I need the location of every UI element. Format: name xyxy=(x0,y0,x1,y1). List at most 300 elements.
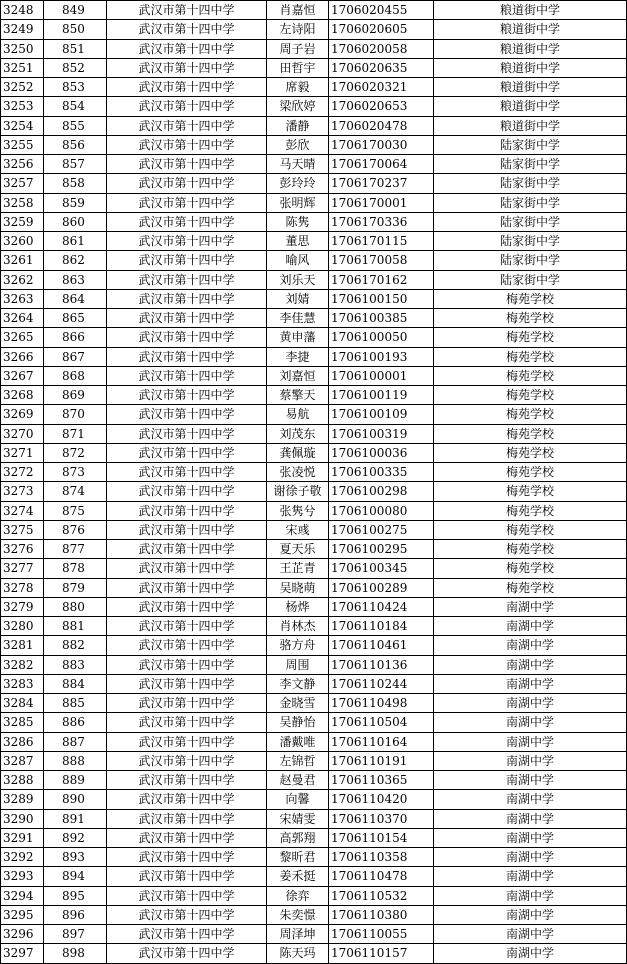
row-index-cell: 3294 xyxy=(1,886,44,905)
student-name-cell: 骆方舟 xyxy=(267,636,329,655)
row-number-cell: 876 xyxy=(44,520,107,539)
origin-school-cell: 梅苑学校 xyxy=(434,366,627,385)
student-id-cell: 1706020455 xyxy=(329,1,434,20)
student-name-cell: 刘乐天 xyxy=(267,270,329,289)
school-cell: 武汉市第十四中学 xyxy=(107,482,267,501)
origin-school-cell: 梅苑学校 xyxy=(434,559,627,578)
school-cell: 武汉市第十四中学 xyxy=(107,155,267,174)
row-index-cell: 3267 xyxy=(1,366,44,385)
row-number-cell: 898 xyxy=(44,944,107,963)
row-index-cell: 3276 xyxy=(1,540,44,559)
student-name-cell: 夏天乐 xyxy=(267,540,329,559)
row-number-cell: 887 xyxy=(44,732,107,751)
student-name-cell: 周围 xyxy=(267,655,329,674)
row-number-cell: 849 xyxy=(44,1,107,20)
table-row xyxy=(1,58,627,77)
row-index-cell: 3290 xyxy=(1,809,44,828)
school-cell: 武汉市第十四中学 xyxy=(107,848,267,867)
school-cell: 武汉市第十四中学 xyxy=(107,443,267,462)
school-cell: 武汉市第十四中学 xyxy=(107,905,267,924)
row-index-cell: 3288 xyxy=(1,771,44,790)
row-number-cell: 883 xyxy=(44,655,107,674)
row-number-cell: 858 xyxy=(44,174,107,193)
student-name-cell: 张隽兮 xyxy=(267,501,329,520)
student-name-cell: 陈隽 xyxy=(267,212,329,231)
origin-school-cell: 南湖中学 xyxy=(434,828,627,847)
student-name-cell: 左锦哲 xyxy=(267,751,329,770)
student-id-cell: 1706110055 xyxy=(329,925,434,944)
school-cell: 武汉市第十四中学 xyxy=(107,424,267,443)
origin-school-cell: 粮道街中学 xyxy=(434,39,627,58)
table-row xyxy=(1,713,627,732)
origin-school-cell: 粮道街中学 xyxy=(434,58,627,77)
student-id-cell: 1706100295 xyxy=(329,540,434,559)
row-number-cell: 872 xyxy=(44,443,107,462)
student-id-cell: 1706100298 xyxy=(329,482,434,501)
row-index-cell: 3285 xyxy=(1,713,44,732)
row-index-cell: 3296 xyxy=(1,925,44,944)
row-number-cell: 868 xyxy=(44,366,107,385)
row-number-cell: 884 xyxy=(44,674,107,693)
student-name-cell: 姜禾挺 xyxy=(267,867,329,886)
table-row xyxy=(1,636,627,655)
student-id-cell: 1706100335 xyxy=(329,463,434,482)
table-row xyxy=(1,1,627,20)
table-row xyxy=(1,347,627,366)
row-index-cell: 3297 xyxy=(1,944,44,963)
origin-school-cell: 梅苑学校 xyxy=(434,309,627,328)
origin-school-cell: 陆家街中学 xyxy=(434,251,627,270)
school-cell: 武汉市第十四中学 xyxy=(107,732,267,751)
student-name-cell: 龚佩璇 xyxy=(267,443,329,462)
school-cell: 武汉市第十四中学 xyxy=(107,78,267,97)
student-id-cell: 1706110478 xyxy=(329,867,434,886)
student-id-cell: 1706110191 xyxy=(329,751,434,770)
row-number-cell: 878 xyxy=(44,559,107,578)
row-index-cell: 3274 xyxy=(1,501,44,520)
table-row xyxy=(1,270,627,289)
student-name-cell: 杨烨 xyxy=(267,597,329,616)
student-id-cell: 1706110365 xyxy=(329,771,434,790)
row-index-cell: 3283 xyxy=(1,674,44,693)
table-row xyxy=(1,540,627,559)
row-number-cell: 889 xyxy=(44,771,107,790)
row-index-cell: 3248 xyxy=(1,1,44,20)
row-index-cell: 3256 xyxy=(1,155,44,174)
student-name-cell: 吴晓萌 xyxy=(267,578,329,597)
student-name-cell: 易航 xyxy=(267,405,329,424)
origin-school-cell: 粮道街中学 xyxy=(434,1,627,20)
student-name-cell: 陈天玛 xyxy=(267,944,329,963)
student-id-cell: 1706170115 xyxy=(329,232,434,251)
table-row xyxy=(1,212,627,231)
row-index-cell: 3264 xyxy=(1,309,44,328)
table-row xyxy=(1,886,627,905)
origin-school-cell: 梅苑学校 xyxy=(434,501,627,520)
origin-school-cell: 陆家街中学 xyxy=(434,174,627,193)
row-number-cell: 852 xyxy=(44,58,107,77)
student-name-cell: 肖嘉恒 xyxy=(267,1,329,20)
student-id-cell: 1706020321 xyxy=(329,78,434,97)
row-index-cell: 3252 xyxy=(1,78,44,97)
origin-school-cell: 梅苑学校 xyxy=(434,443,627,462)
school-cell: 武汉市第十四中学 xyxy=(107,867,267,886)
row-number-cell: 879 xyxy=(44,578,107,597)
origin-school-cell: 陆家街中学 xyxy=(434,193,627,212)
row-index-cell: 3295 xyxy=(1,905,44,924)
school-cell: 武汉市第十四中学 xyxy=(107,328,267,347)
school-cell: 武汉市第十四中学 xyxy=(107,386,267,405)
table-row xyxy=(1,193,627,212)
student-id-cell: 1706100050 xyxy=(329,328,434,347)
school-cell: 武汉市第十四中学 xyxy=(107,694,267,713)
school-cell: 武汉市第十四中学 xyxy=(107,520,267,539)
student-name-cell: 刘婧 xyxy=(267,289,329,308)
row-number-cell: 888 xyxy=(44,751,107,770)
school-cell: 武汉市第十四中学 xyxy=(107,20,267,39)
row-index-cell: 3278 xyxy=(1,578,44,597)
origin-school-cell: 南湖中学 xyxy=(434,732,627,751)
row-number-cell: 870 xyxy=(44,405,107,424)
row-number-cell: 855 xyxy=(44,116,107,135)
student-name-cell: 向馨 xyxy=(267,790,329,809)
row-index-cell: 3258 xyxy=(1,193,44,212)
school-cell: 武汉市第十四中学 xyxy=(107,347,267,366)
student-id-cell: 1706020605 xyxy=(329,20,434,39)
student-id-cell: 1706110370 xyxy=(329,809,434,828)
row-index-cell: 3280 xyxy=(1,617,44,636)
student-name-cell: 谢徐子敬 xyxy=(267,482,329,501)
student-id-cell: 1706020635 xyxy=(329,58,434,77)
row-index-cell: 3259 xyxy=(1,212,44,231)
origin-school-cell: 南湖中学 xyxy=(434,867,627,886)
table-row xyxy=(1,405,627,424)
row-index-cell: 3282 xyxy=(1,655,44,674)
row-number-cell: 882 xyxy=(44,636,107,655)
row-number-cell: 859 xyxy=(44,193,107,212)
origin-school-cell: 南湖中学 xyxy=(434,597,627,616)
row-number-cell: 854 xyxy=(44,97,107,116)
row-number-cell: 885 xyxy=(44,694,107,713)
row-number-cell: 850 xyxy=(44,20,107,39)
table-row xyxy=(1,674,627,693)
origin-school-cell: 粮道街中学 xyxy=(434,97,627,116)
student-name-cell: 田哲宇 xyxy=(267,58,329,77)
school-cell: 武汉市第十四中学 xyxy=(107,790,267,809)
row-number-cell: 895 xyxy=(44,886,107,905)
row-index-cell: 3291 xyxy=(1,828,44,847)
row-index-cell: 3272 xyxy=(1,463,44,482)
student-name-cell: 金晓雪 xyxy=(267,694,329,713)
origin-school-cell: 梅苑学校 xyxy=(434,520,627,539)
table-row xyxy=(1,39,627,58)
row-index-cell: 3253 xyxy=(1,97,44,116)
row-number-cell: 881 xyxy=(44,617,107,636)
origin-school-cell: 陆家街中学 xyxy=(434,135,627,154)
origin-school-cell: 陆家街中学 xyxy=(434,212,627,231)
student-name-cell: 喻风 xyxy=(267,251,329,270)
row-index-cell: 3261 xyxy=(1,251,44,270)
student-name-cell: 彭玲玲 xyxy=(267,174,329,193)
student-name-cell: 蔡擎天 xyxy=(267,386,329,405)
row-number-cell: 853 xyxy=(44,78,107,97)
origin-school-cell: 南湖中学 xyxy=(434,713,627,732)
student-name-cell: 刘茂东 xyxy=(267,424,329,443)
student-name-cell: 董思 xyxy=(267,232,329,251)
student-name-cell: 赵曼君 xyxy=(267,771,329,790)
table-row xyxy=(1,174,627,193)
table-row xyxy=(1,443,627,462)
student-id-cell: 1706110461 xyxy=(329,636,434,655)
student-name-cell: 黎昕君 xyxy=(267,848,329,867)
row-index-cell: 3279 xyxy=(1,597,44,616)
table-row xyxy=(1,597,627,616)
row-number-cell: 886 xyxy=(44,713,107,732)
origin-school-cell: 梅苑学校 xyxy=(434,386,627,405)
student-name-cell: 李佳慧 xyxy=(267,309,329,328)
school-cell: 武汉市第十四中学 xyxy=(107,174,267,193)
student-name-cell: 李文静 xyxy=(267,674,329,693)
origin-school-cell: 南湖中学 xyxy=(434,925,627,944)
origin-school-cell: 梅苑学校 xyxy=(434,540,627,559)
origin-school-cell: 粮道街中学 xyxy=(434,78,627,97)
student-id-cell: 1706020478 xyxy=(329,116,434,135)
row-number-cell: 861 xyxy=(44,232,107,251)
student-id-cell: 1706100080 xyxy=(329,501,434,520)
student-name-cell: 王芷青 xyxy=(267,559,329,578)
student-name-cell: 周泽坤 xyxy=(267,925,329,944)
student-name-cell: 吴静怡 xyxy=(267,713,329,732)
student-name-cell: 周子岩 xyxy=(267,39,329,58)
school-cell: 武汉市第十四中学 xyxy=(107,944,267,963)
school-cell: 武汉市第十四中学 xyxy=(107,559,267,578)
table-row xyxy=(1,828,627,847)
origin-school-cell: 粮道街中学 xyxy=(434,20,627,39)
origin-school-cell: 梅苑学校 xyxy=(434,463,627,482)
student-name-cell: 朱奕憬 xyxy=(267,905,329,924)
school-cell: 武汉市第十四中学 xyxy=(107,270,267,289)
row-number-cell: 865 xyxy=(44,309,107,328)
student-id-cell: 1706020058 xyxy=(329,39,434,58)
table-row xyxy=(1,925,627,944)
origin-school-cell: 粮道街中学 xyxy=(434,116,627,135)
school-cell: 武汉市第十四中学 xyxy=(107,828,267,847)
origin-school-cell: 南湖中学 xyxy=(434,771,627,790)
table-row xyxy=(1,309,627,328)
origin-school-cell: 梅苑学校 xyxy=(434,578,627,597)
row-index-cell: 3271 xyxy=(1,443,44,462)
row-number-cell: 880 xyxy=(44,597,107,616)
student-name-cell: 席毅 xyxy=(267,78,329,97)
student-name-cell: 张凌悦 xyxy=(267,463,329,482)
origin-school-cell: 梅苑学校 xyxy=(434,289,627,308)
student-id-cell: 1706020653 xyxy=(329,97,434,116)
school-cell: 武汉市第十四中学 xyxy=(107,540,267,559)
table-row xyxy=(1,790,627,809)
row-index-cell: 3251 xyxy=(1,58,44,77)
origin-school-cell: 梅苑学校 xyxy=(434,424,627,443)
student-id-cell: 1706100193 xyxy=(329,347,434,366)
row-index-cell: 3254 xyxy=(1,116,44,135)
student-id-cell: 1706110498 xyxy=(329,694,434,713)
student-id-cell: 1706110504 xyxy=(329,713,434,732)
table-row xyxy=(1,944,627,963)
table-row xyxy=(1,520,627,539)
student-id-cell: 1706110420 xyxy=(329,790,434,809)
row-number-cell: 892 xyxy=(44,828,107,847)
row-index-cell: 3255 xyxy=(1,135,44,154)
origin-school-cell: 陆家街中学 xyxy=(434,232,627,251)
table-row xyxy=(1,424,627,443)
student-id-cell: 1706100275 xyxy=(329,520,434,539)
school-cell: 武汉市第十四中学 xyxy=(107,771,267,790)
origin-school-cell: 南湖中学 xyxy=(434,655,627,674)
row-number-cell: 867 xyxy=(44,347,107,366)
origin-school-cell: 南湖中学 xyxy=(434,809,627,828)
origin-school-cell: 陆家街中学 xyxy=(434,270,627,289)
origin-school-cell: 南湖中学 xyxy=(434,674,627,693)
school-cell: 武汉市第十四中学 xyxy=(107,232,267,251)
school-cell: 武汉市第十四中学 xyxy=(107,463,267,482)
row-index-cell: 3266 xyxy=(1,347,44,366)
row-number-cell: 897 xyxy=(44,925,107,944)
table-row xyxy=(1,116,627,135)
row-index-cell: 3249 xyxy=(1,20,44,39)
school-cell: 武汉市第十四中学 xyxy=(107,405,267,424)
school-cell: 武汉市第十四中学 xyxy=(107,251,267,270)
student-id-cell: 1706100109 xyxy=(329,405,434,424)
student-name-cell: 潘静 xyxy=(267,116,329,135)
row-index-cell: 3269 xyxy=(1,405,44,424)
student-name-cell: 张明辉 xyxy=(267,193,329,212)
student-name-cell: 宋婧雯 xyxy=(267,809,329,828)
table-row xyxy=(1,97,627,116)
student-name-cell: 黄申藩 xyxy=(267,328,329,347)
row-index-cell: 3257 xyxy=(1,174,44,193)
row-index-cell: 3287 xyxy=(1,751,44,770)
school-cell: 武汉市第十四中学 xyxy=(107,655,267,674)
student-id-cell: 1706110244 xyxy=(329,674,434,693)
origin-school-cell: 梅苑学校 xyxy=(434,347,627,366)
origin-school-cell: 南湖中学 xyxy=(434,636,627,655)
row-number-cell: 864 xyxy=(44,289,107,308)
student-id-cell: 1706100345 xyxy=(329,559,434,578)
school-cell: 武汉市第十四中学 xyxy=(107,116,267,135)
school-cell: 武汉市第十四中学 xyxy=(107,597,267,616)
school-cell: 武汉市第十四中学 xyxy=(107,212,267,231)
row-index-cell: 3260 xyxy=(1,232,44,251)
row-index-cell: 3277 xyxy=(1,559,44,578)
row-number-cell: 866 xyxy=(44,328,107,347)
school-cell: 武汉市第十四中学 xyxy=(107,578,267,597)
row-index-cell: 3262 xyxy=(1,270,44,289)
school-cell: 武汉市第十四中学 xyxy=(107,97,267,116)
student-id-cell: 1706110157 xyxy=(329,944,434,963)
student-id-cell: 1706100289 xyxy=(329,578,434,597)
school-cell: 武汉市第十四中学 xyxy=(107,713,267,732)
origin-school-cell: 南湖中学 xyxy=(434,694,627,713)
school-cell: 武汉市第十四中学 xyxy=(107,751,267,770)
student-id-cell: 1706110532 xyxy=(329,886,434,905)
row-number-cell: 863 xyxy=(44,270,107,289)
row-index-cell: 3286 xyxy=(1,732,44,751)
table-row xyxy=(1,366,627,385)
student-id-cell: 1706110424 xyxy=(329,597,434,616)
school-cell: 武汉市第十四中学 xyxy=(107,39,267,58)
row-index-cell: 3281 xyxy=(1,636,44,655)
table-row xyxy=(1,501,627,520)
school-cell: 武汉市第十四中学 xyxy=(107,135,267,154)
student-id-cell: 1706110136 xyxy=(329,655,434,674)
row-index-cell: 3292 xyxy=(1,848,44,867)
table-row xyxy=(1,905,627,924)
student-id-cell: 1706110358 xyxy=(329,848,434,867)
row-number-cell: 893 xyxy=(44,848,107,867)
school-cell: 武汉市第十四中学 xyxy=(107,289,267,308)
row-number-cell: 896 xyxy=(44,905,107,924)
student-id-cell: 1706100150 xyxy=(329,289,434,308)
student-id-cell: 1706110164 xyxy=(329,732,434,751)
row-number-cell: 875 xyxy=(44,501,107,520)
row-index-cell: 3293 xyxy=(1,867,44,886)
table-body xyxy=(1,1,627,964)
student-name-cell: 高郭翔 xyxy=(267,828,329,847)
table-row xyxy=(1,578,627,597)
student-name-cell: 左诗阳 xyxy=(267,20,329,39)
student-name-cell: 马天晴 xyxy=(267,155,329,174)
origin-school-cell: 南湖中学 xyxy=(434,617,627,636)
table-row xyxy=(1,289,627,308)
row-number-cell: 860 xyxy=(44,212,107,231)
student-id-cell: 1706170058 xyxy=(329,251,434,270)
table-row xyxy=(1,617,627,636)
table-row xyxy=(1,482,627,501)
origin-school-cell: 南湖中学 xyxy=(434,790,627,809)
student-name-cell: 彭欣 xyxy=(267,135,329,154)
student-name-cell: 徐弈 xyxy=(267,886,329,905)
table-row xyxy=(1,20,627,39)
row-index-cell: 3284 xyxy=(1,694,44,713)
row-number-cell: 873 xyxy=(44,463,107,482)
table-row xyxy=(1,694,627,713)
origin-school-cell: 南湖中学 xyxy=(434,886,627,905)
row-number-cell: 857 xyxy=(44,155,107,174)
table-row xyxy=(1,135,627,154)
origin-school-cell: 梅苑学校 xyxy=(434,328,627,347)
origin-school-cell: 南湖中学 xyxy=(434,848,627,867)
student-id-cell: 1706170237 xyxy=(329,174,434,193)
school-cell: 武汉市第十四中学 xyxy=(107,1,267,20)
table-row xyxy=(1,232,627,251)
table-row xyxy=(1,771,627,790)
origin-school-cell: 南湖中学 xyxy=(434,751,627,770)
student-name-cell: 刘嘉恒 xyxy=(267,366,329,385)
row-number-cell: 856 xyxy=(44,135,107,154)
student-id-cell: 1706110154 xyxy=(329,828,434,847)
row-index-cell: 3250 xyxy=(1,39,44,58)
school-cell: 武汉市第十四中学 xyxy=(107,886,267,905)
table-row xyxy=(1,559,627,578)
origin-school-cell: 南湖中学 xyxy=(434,905,627,924)
row-index-cell: 3275 xyxy=(1,520,44,539)
row-number-cell: 891 xyxy=(44,809,107,828)
student-id-cell: 1706170064 xyxy=(329,155,434,174)
student-id-cell: 1706170162 xyxy=(329,270,434,289)
student-id-cell: 1706170336 xyxy=(329,212,434,231)
table-row xyxy=(1,463,627,482)
table-row xyxy=(1,328,627,347)
school-cell: 武汉市第十四中学 xyxy=(107,809,267,828)
